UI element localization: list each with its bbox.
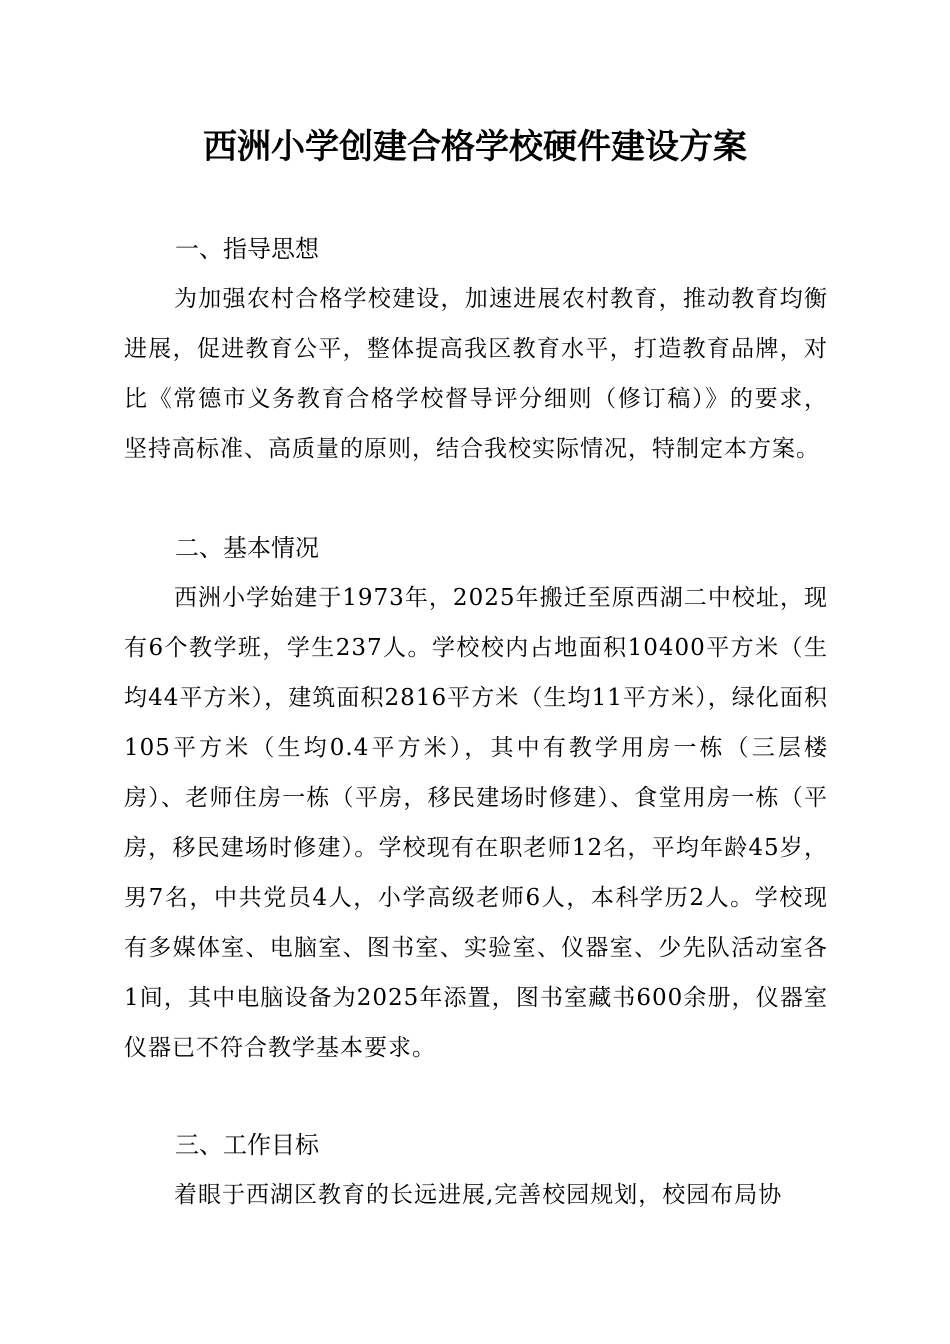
document-title: 西洲小学创建合格学校硬件建设方案: [203, 127, 747, 167]
section-heading-guiding-thought: 一、指导思想: [175, 235, 319, 263]
section-paragraph-basic-situation: 西洲小学始建于1973年，2025年搬迁至原西湖二中校址，现有6个教学班，学生237人。学校校内占地面积10400平方米（生均44平方米），建筑面积2816平方米（生均11平方米），绿化面积105平方米（生均0.4平方米），其中有教学用房一栋（三层楼房）、老师住房一栋（平房，移民建场时修建）、食堂用房一栋（平房，移民建场时修建）。学校现有在职老师12名，平均年龄45岁，男7名，中共党员4人，小学高级老师6人，本科学历2人。学校现有多媒体室、电脑室、图书室、实验室、仪器室、少先队活动室各1间，其中电脑设备为2025年添置，图书室藏书600余册，仪器室仪器已不符合教学基本要求。: [124, 585, 828, 1061]
section-paragraph-work-goals: 着眼于西湖区教育的长远进展,完善校园规划，校园布局协: [174, 1182, 783, 1208]
section-heading-work-goals: 三、工作目标: [175, 1131, 319, 1159]
section-heading-basic-situation: 二、基本情况: [175, 534, 319, 562]
section-paragraph-guiding-thought: 为加强农村合格学校建设，加速进展农村教育，推动教育均衡进展，促进教育公平，整体提高我区教育水平，打造教育品牌，对比《常德市义务教育合格学校督导评分细则（修订稿）》的要求，坚持高标准、高质量的原则，结合我校实际情况，特制定本方案。: [124, 286, 828, 462]
